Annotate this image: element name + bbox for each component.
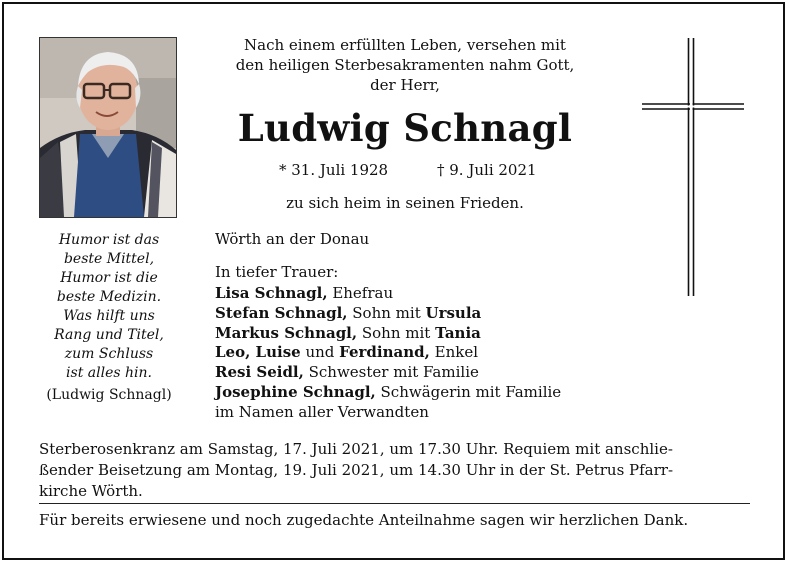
quote-line: ist alles hin. xyxy=(66,365,152,381)
intro-line: den heiligen Sterbesakramenten nahm Gott, xyxy=(235,56,575,74)
mourner-row: Lisa Schnagl, Ehefrau xyxy=(215,284,394,302)
death-date: † 9. Juli 2021 xyxy=(437,161,537,179)
mourner-row: Josephine Schnagl, Schwägerin mit Familie xyxy=(215,382,562,401)
divider xyxy=(39,503,750,504)
intro-text xyxy=(200,35,610,95)
quote-line: Humor ist die xyxy=(60,270,158,286)
cross-icon xyxy=(638,36,748,302)
heim-text: zu sich heim in seinen Frieden. xyxy=(286,194,524,212)
quote-line: Was hilft uns xyxy=(63,308,155,324)
portrait-illustration xyxy=(40,38,176,217)
quote xyxy=(30,231,188,383)
place: Wörth an der Donau xyxy=(215,230,370,248)
mourner-row: Markus Schnagl, Sohn mit Tania xyxy=(215,323,481,342)
service-line: Sterberosenkranz am Samstag, 17. Juli 2021, um 17.30 Uhr. Requiem mit anschlie- xyxy=(39,440,673,458)
mourner-row: Stefan Schnagl, Sohn mit Ursula xyxy=(215,303,482,322)
quote-line: zum Schluss xyxy=(64,346,154,362)
mourners-list xyxy=(215,284,561,423)
portrait-photo xyxy=(39,37,177,218)
thanks-text: Für bereits erwiesene und noch zugedachte Anteilnahme sagen wir herzlichen Dank. xyxy=(39,511,689,529)
service-line: kirche Wörth. xyxy=(39,482,143,500)
quote-line: beste Medizin. xyxy=(56,289,162,305)
quote-author: (Ludwig Schnagl) xyxy=(46,387,172,403)
mourner-row: Resi Seidl, Schwester mit Familie xyxy=(215,363,479,382)
mourner-row: Leo, Luise und Ferdinand, Enkel xyxy=(215,343,479,362)
intro-line: der Herr, xyxy=(370,76,440,94)
mourning-title: In tiefer Trauer: xyxy=(215,263,339,281)
intro-line: Nach einem erfüllten Leben, versehen mit xyxy=(244,36,566,54)
quote-line: beste Mittel, xyxy=(63,251,155,267)
service-line: ßender Beisetzung am Montag, 19. Juli 2021, um 14.30 Uhr in der St. Petrus Pfarr- xyxy=(39,461,674,479)
birth-date: * 31. Juli 1928 xyxy=(279,161,389,179)
mourner-row: im Namen aller Verwandten xyxy=(215,402,429,421)
quote-line: Humor ist das xyxy=(58,232,160,248)
quote-line: Rang und Titel, xyxy=(54,327,164,343)
deceased-name: Ludwig Schnagl xyxy=(237,106,573,150)
service-announcement xyxy=(39,439,750,502)
